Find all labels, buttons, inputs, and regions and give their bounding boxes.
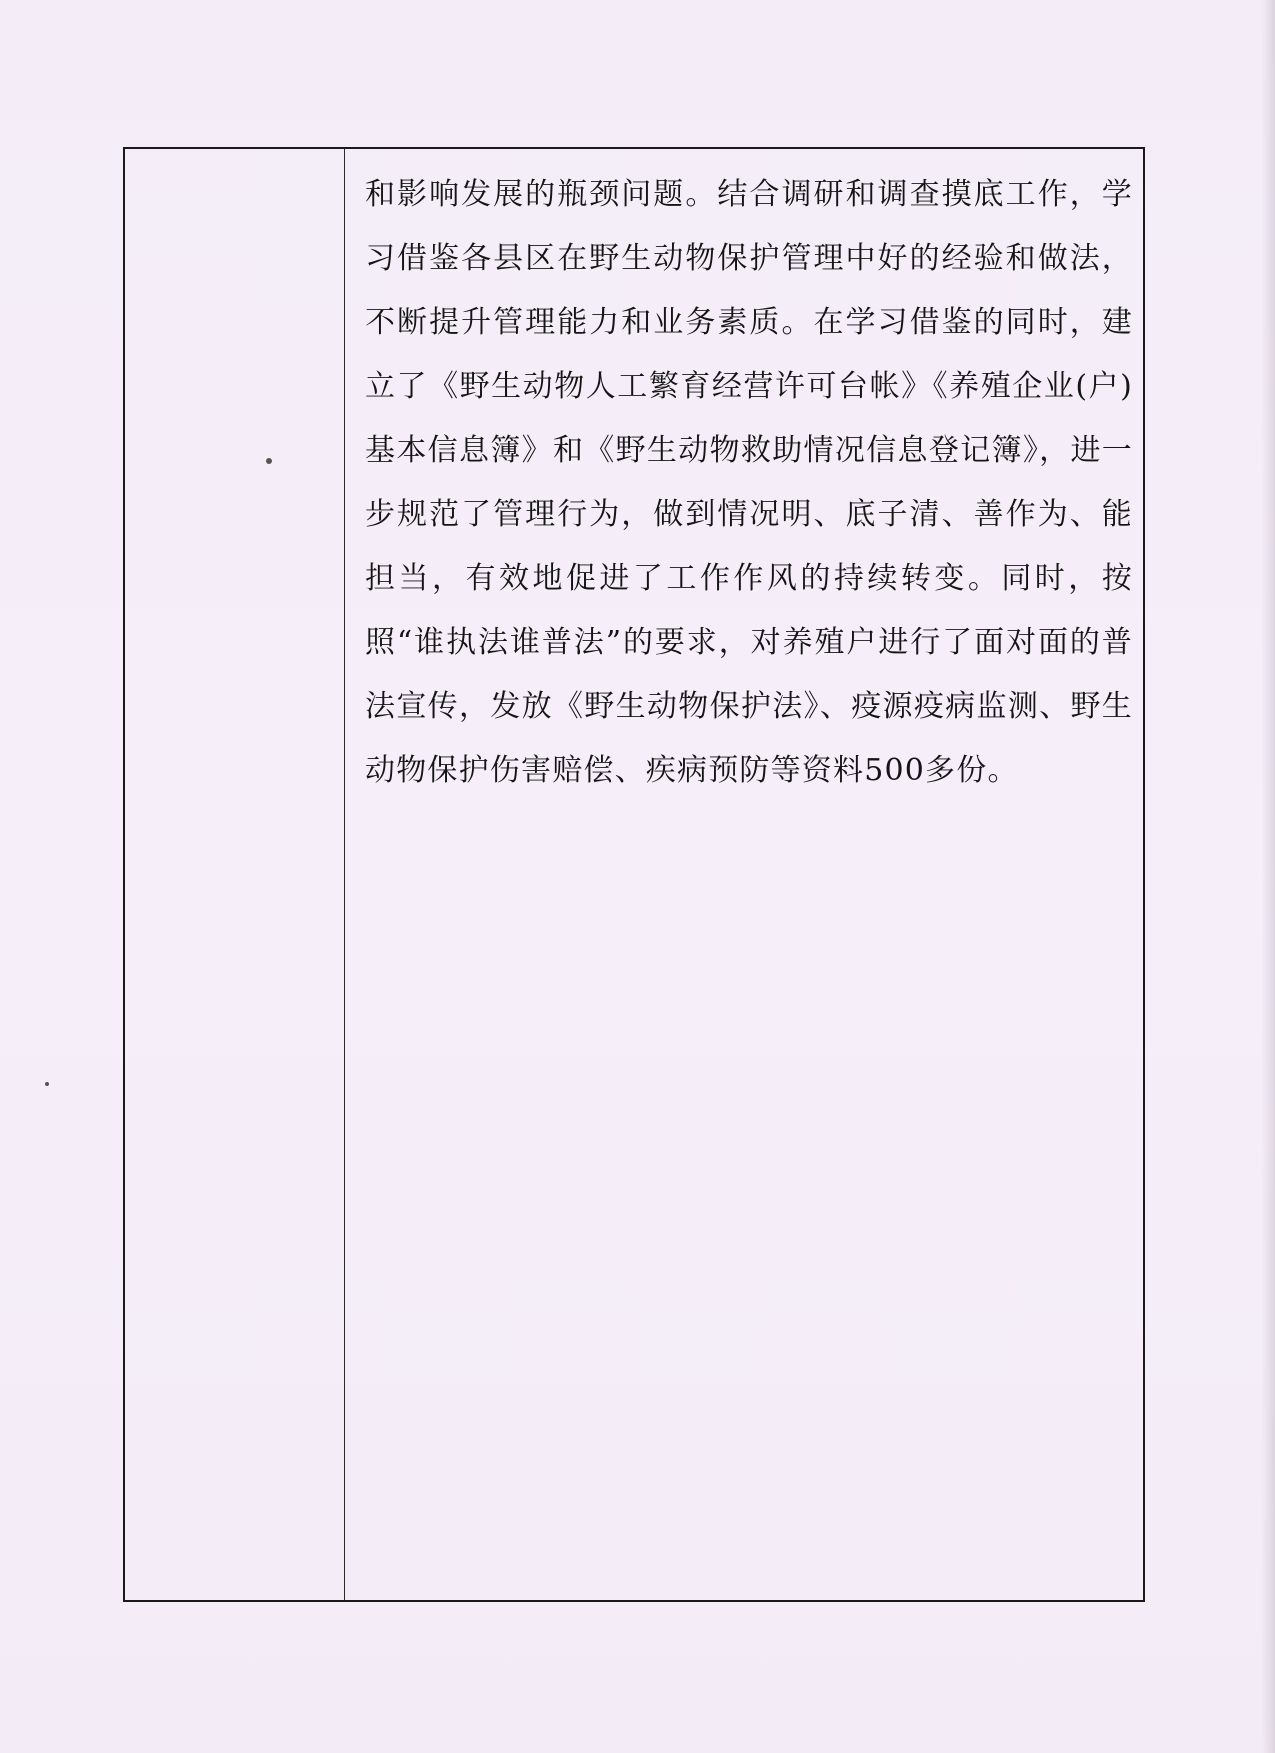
scan-dot-mark: [45, 1082, 49, 1086]
form-table: [123, 147, 1145, 1602]
body-paragraph: 和影响发展的瓶颈问题。结合调研和调查摸底工作，学习借鉴各县区在野生动物保护管理中好的经验和做法，不断提升管理能力和业务素质。在学习借鉴的同时，建立了《野生动物人工繁育经营许可台帐》《养殖企业(户)基本信息簿》和《野生动物救助情况信息登记簿》，进一步规范了管理行为，做到情况明、底子清、善作为、能担当，有效地促进了工作作风的持续转变。同时，按照“谁执法谁普法”的要求，对养殖户进行了面对面的普法宣传，发放《野生动物保护法》、疫源疫病监测、野生动物保护伤害赔偿、疾病预防等资料500多份。: [365, 177, 1133, 788]
table-content-cell: [345, 149, 1143, 1600]
page-edge-shadow: [1261, 0, 1275, 1753]
table-label-cell: [125, 149, 345, 1600]
